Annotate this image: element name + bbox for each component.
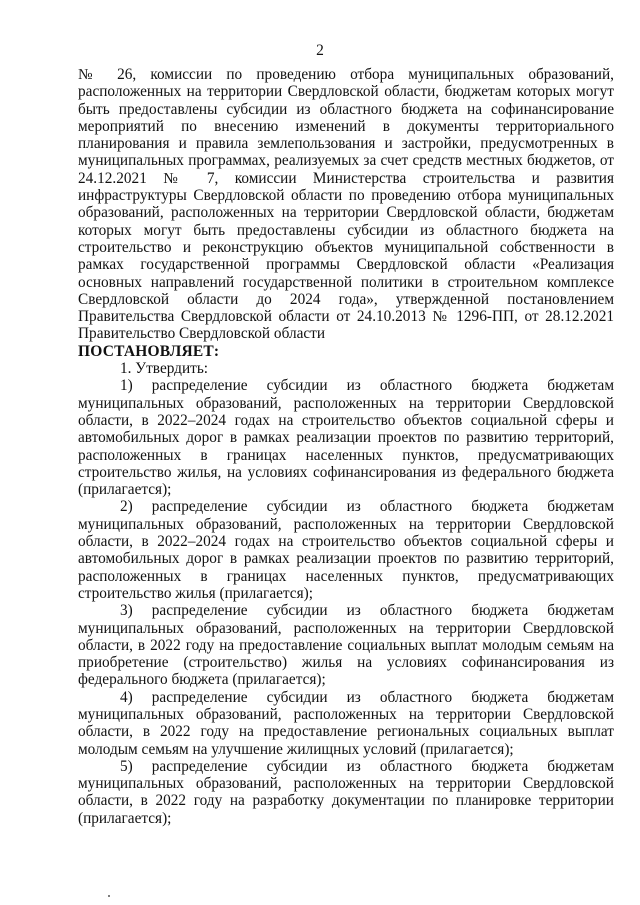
list-item: 2) распределение субсидии из областного бюджета бюджетам муниципальных образований, расположенных на территории Свердловской области, в 2022–2024 годах на строительство объектов социальной сферы и автомобильных дорог в рамках реализации проектов по развитию территорий, расположенных в границах населенных пунктов, предусматривающих строительство жилья (прилагается); bbox=[78, 498, 614, 602]
list-item: 5) распределение субсидии из областного бюджета бюджетам муниципальных образований, расположенных на территории Свердловской области, в 2022 году на разработку документации по планировке территории (прилагается); bbox=[78, 757, 614, 827]
page-number: 2 bbox=[316, 42, 324, 59]
decree-heading: ПОСТАНОВЛЯЕТ: bbox=[78, 342, 220, 360]
document-body bbox=[78, 66, 614, 827]
scan-speck bbox=[108, 895, 110, 897]
intro-paragraph: № 26, комиссии по проведению отбора муниципальных образований, расположенных на территории Свердловской области, бюджетам которых могут быть предоставлены субсидии из областного бюджета на софинансирование мероприятий по внесению изменений в документы территориального планирования и правила землепользования и застройки, предусмотренных в муниципальных программах, реализуемых за счет средств местных бюджетов, от 24.12.2021 № 7, комиссии Министерства строительства и развития инфраструктуры Свердловской области по проведению отбора муниципальных образований, расположенных на территории Свердловской области, бюджетам которых могут быть предоставлены субсидии из областного бюджета на строительство и реконструкцию объектов муниципальной собственности в рамках государственной программы Свердловской области «Реализация основных направлений государственной политики в строительном комплексе Свердловской области до 2024 года», утвержденной постановлением Правительства Свердловской области от 24.10.2013 № 1296-ПП, от 28.12.2021 Правительство Свердловской области bbox=[78, 66, 614, 343]
list-item: 4) распределение субсидии из областного бюджета бюджетам муниципальных образований, расположенных на территории Свердловской области, в 2022 году на предоставление региональных социальных выплат молодым семьям на улучшение жилищных условий (прилагается); bbox=[78, 688, 614, 758]
list-item: 1) распределение субсидии из областного бюджета бюджетам муниципальных образований, расположенных на территории Свердловской области, в 2022–2024 годах на строительство объектов социальной сферы и автомобильных дорог в рамках реализации проектов по развитию территорий, расположенных в границах населенных пунктов, предусматривающих строительство жилья, на условиях софинансирования из федерального бюджета (прилагается); bbox=[78, 377, 614, 499]
list-item: 3) распределение субсидии из областного бюджета бюджетам муниципальных образований, расположенных на территории Свердловской области, в 2022 году на предоставление социальных выплат молодым семьям на приобретение (строительство) жилья на условиях софинансирования из федерального бюджета (прилагается); bbox=[78, 602, 614, 689]
approve-clause: 1. Утвердить: bbox=[120, 360, 209, 378]
